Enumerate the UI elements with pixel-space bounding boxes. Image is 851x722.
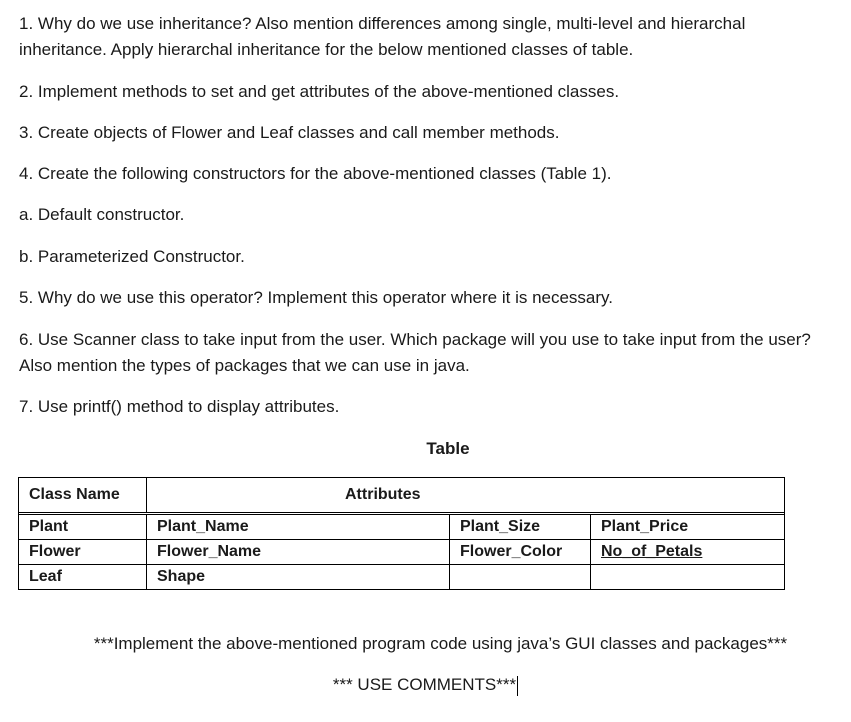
question-4: 4. Create the following constructors for the above-mentioned classes (Table 1). <box>19 164 612 183</box>
text-cursor <box>517 676 518 696</box>
attributes-header: Attributes <box>147 478 785 513</box>
class-name-header: Class Name <box>19 478 147 513</box>
attribute-cell: Plant_Size <box>450 515 591 540</box>
attribute-cell: Plant_Name <box>147 515 450 540</box>
class-attributes-table <box>18 477 785 590</box>
gui-note: ***Implement the above-mentioned program code using java’s GUI classes and packages*** <box>93 634 788 653</box>
table-row <box>19 515 785 540</box>
attribute-cell <box>591 565 785 590</box>
table-row <box>19 540 785 565</box>
question-5: 5. Why do we use this operator? Implement this operator where it is necessary. <box>19 288 614 307</box>
question-1: 1. Why do we use inheritance? Also mention differences among single, multi-level and hierarchal inheritance. Apply hierarchal inheritance for the below mentioned classes of table. <box>19 14 746 59</box>
class-cell: Flower <box>19 540 147 565</box>
class-cell: Leaf <box>19 565 147 590</box>
question-4a: a. Default constructor. <box>19 205 185 224</box>
table-caption: Table <box>426 439 470 458</box>
attribute-cell: Plant_Price <box>591 515 785 540</box>
table-row <box>19 565 785 590</box>
table-header-row <box>19 478 785 513</box>
comments-note-line <box>0 673 851 697</box>
comments-note: *** USE COMMENTS*** <box>332 675 517 694</box>
attribute-cell: No_of_Petals <box>591 540 785 565</box>
attribute-cell <box>450 565 591 590</box>
class-cell: Plant <box>19 515 147 540</box>
question-6: 6. Use Scanner class to take input from the user. Which package will you use to take input from the user? Also mention the types of packages that we can use in java. <box>19 330 811 375</box>
attribute-cell: Flower_Color <box>450 540 591 565</box>
question-2: 2. Implement methods to set and get attributes of the above-mentioned classes. <box>19 82 620 101</box>
question-3: 3. Create objects of Flower and Leaf classes and call member methods. <box>19 123 560 142</box>
question-7: 7. Use printf() method to display attributes. <box>19 397 340 416</box>
question-4b: b. Parameterized Constructor. <box>19 247 245 266</box>
attribute-cell: Shape <box>147 565 450 590</box>
attribute-cell: Flower_Name <box>147 540 450 565</box>
